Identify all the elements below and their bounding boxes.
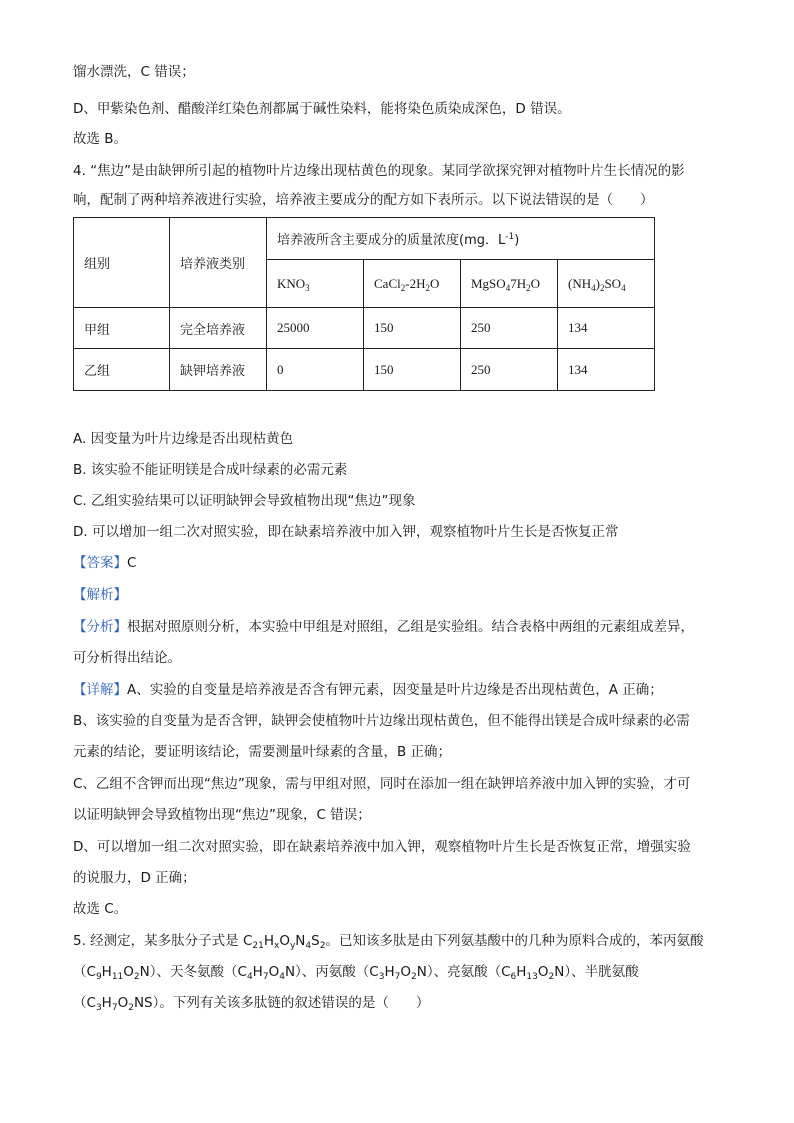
question-4-stem: 4. “焦边”是由缺钾所引起的植物叶片边缘出现枯黄色的现象。某同学欲探究钾对植物叶片生长情况的影	[73, 163, 685, 179]
xiangjie-line: 以证明缺钾会导致植物出现“焦边”现象，C 错误；	[73, 807, 371, 823]
cell-value: 0	[267, 349, 364, 391]
text-line: 故选 B。	[73, 131, 128, 147]
header-kno3: $KNO_3$	[267, 260, 364, 308]
cell-type: 缺钾培养液	[170, 349, 267, 391]
answer-value: C	[127, 555, 137, 571]
text-line: D、甲紫染色剂、醋酸洋红染色剂都属于碱性染料，能将染色质染成深色，D 错误。	[73, 101, 571, 117]
cell-value: 150	[364, 349, 461, 391]
answer	[73, 553, 136, 573]
answer-tag: 【答案】	[73, 555, 127, 571]
fenxi-line: 【分析】根据对照原则分析，本实验中甲组是对照组，乙组是实验组。结合表格中两组的元素组成差异，	[73, 619, 694, 635]
cell-value: 134	[558, 308, 655, 349]
header-concentration: 培养液所含主要成分的质量浓度(mg．$L^{-1}$)	[267, 218, 655, 260]
cell-type: 完全培养液	[170, 308, 267, 349]
cell-value: 250	[461, 349, 558, 391]
cell-value: 134	[558, 349, 655, 391]
xiangjie-line: B、该实验的自变量为是否含钾，缺钾会使植物叶片边缘出现枯黄色，但不能得出镁是合成叶绿素的必需	[73, 713, 690, 729]
cell-value: 250	[461, 308, 558, 349]
header-group: 组别	[74, 218, 170, 308]
xiangjie-line: D、可以增加一组二次对照实验，即在缺素培养液中加入钾，观察植物叶片生长是否恢复正常，增强实验	[73, 839, 691, 855]
question-5-stem: $(C_3H_7O_2NS)$。下列有关该多肽链的叙述错误的是（ ）	[73, 995, 430, 1013]
fenxi-tag: 【分析】	[73, 619, 127, 635]
option-d: D. 可以增加一组二次对照实验，即在缺素培养液中加入钾，观察植物叶片生长是否恢复正常	[73, 524, 619, 540]
header-mgso4: $MgSO_47H_2O$	[461, 260, 558, 308]
question-5-stem: $(C_9H_{11}O_2N)$、天冬氨酸$(C_4H_7O_4N)$、丙氨酸$(C_3H_7O_2N)$、亮氨酸$(C_6H_{13}O_2N)$、半胱氨酸	[73, 964, 639, 982]
header-nh4-2so4: $(NH_4)_2SO_4$	[558, 260, 655, 308]
question-5-stem: 5. 经测定，某多肽分子式是 $C_{21}H_xO_yN_4S_2$。已知该多肽是由下列氨基酸中的几种为原料合成的，苯丙氨酸	[73, 933, 704, 951]
fenxi-line: 可分析得出结论。	[73, 650, 181, 666]
table-row	[74, 308, 655, 349]
xiangjie-tag: 【详解】	[73, 682, 127, 698]
xiangjie-line: 故选 C。	[73, 901, 128, 917]
cell-value: 150	[364, 308, 461, 349]
cell-value: 25000	[267, 308, 364, 349]
xiangjie-line: 元素的结论，要证明该结论，需要测量叶绿素的含量，B 正确；	[73, 744, 452, 760]
option-c: C. 乙组实验结果可以证明缺钾会导致植物出现“焦边”现象	[73, 493, 416, 509]
xiangjie-line: 【详解】A、实验的自变量是培养液是否含有钾元素，因变量是叶片边缘是否出现枯黄色，A 正确；	[73, 682, 663, 698]
header-cacl2: $CaCl_2-2H_2O$	[364, 260, 461, 308]
question-4-stem: 响，配制了两种培养液进行实验，培养液主要成分的配方如下表所示。以下说法错误的是（ ）	[73, 192, 654, 208]
header-medium-type: 培养液类别	[170, 218, 267, 308]
nutrient-table	[73, 217, 655, 391]
xiangjie-line: C、乙组不含钾而出现“焦边”现象，需与甲组对照，同时在添加一组在缺钾培养液中加入钾的实验，才可	[73, 776, 691, 792]
xiangjie-line: 的说服力，D 正确；	[73, 870, 196, 886]
text-line: 馏水漂洗，C 错误；	[73, 64, 195, 80]
option-a: A. 因变量为叶片边缘是否出现枯黄色	[73, 431, 294, 447]
cell-group: 乙组	[74, 349, 170, 391]
table-row	[74, 349, 655, 391]
analysis-tag: 【解析】	[73, 587, 127, 603]
cell-group: 甲组	[74, 308, 170, 349]
option-b: B. 该实验不能证明镁是合成叶绿素的必需元素	[73, 462, 348, 478]
